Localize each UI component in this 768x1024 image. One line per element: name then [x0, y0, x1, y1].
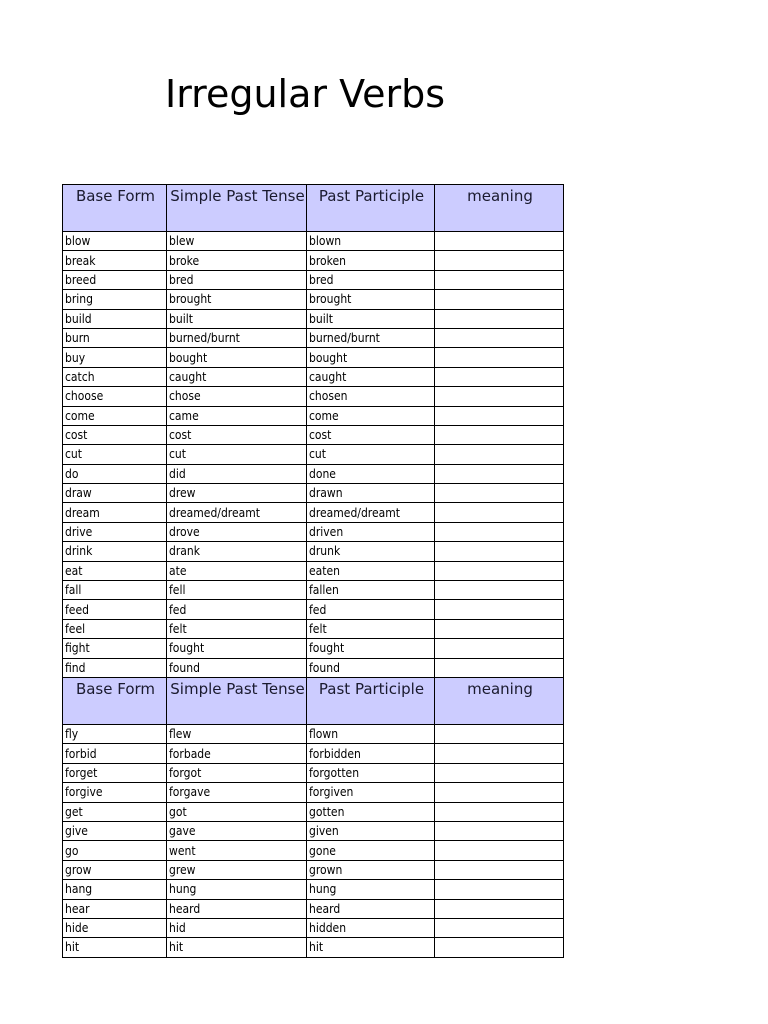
table-row [63, 658, 564, 677]
cell-simple-past: hit [167, 938, 307, 957]
cell-simple-past: drank [167, 542, 307, 561]
cell-base-form: choose [63, 387, 167, 406]
cell-base-form: cut [63, 445, 167, 464]
cell-meaning [435, 367, 564, 386]
table-row [63, 763, 564, 782]
cell-simple-past: gave [167, 821, 307, 840]
table-row [63, 938, 564, 957]
cell-simple-past: built [167, 309, 307, 328]
cell-meaning [435, 503, 564, 522]
cell-past-participle: built [307, 309, 435, 328]
table-row [63, 899, 564, 918]
cell-simple-past: blew [167, 232, 307, 251]
cell-base-form: draw [63, 484, 167, 503]
cell-past-participle: bred [307, 270, 435, 289]
cell-simple-past: fell [167, 581, 307, 600]
cell-past-participle: cost [307, 425, 435, 444]
cell-past-participle: brought [307, 290, 435, 309]
cell-past-participle: driven [307, 522, 435, 541]
cell-past-participle: done [307, 464, 435, 483]
cell-meaning [435, 880, 564, 899]
cell-meaning [435, 619, 564, 638]
cell-past-participle: gotten [307, 802, 435, 821]
cell-base-form: blow [63, 232, 167, 251]
cell-base-form: drive [63, 522, 167, 541]
irregular-verbs-table [62, 184, 564, 958]
table-row [63, 841, 564, 860]
table-row [63, 783, 564, 802]
cell-base-form: give [63, 821, 167, 840]
cell-simple-past: hung [167, 880, 307, 899]
cell-simple-past: did [167, 464, 307, 483]
table-row [63, 290, 564, 309]
column-header-simple-past: Simple Past Tense [167, 677, 307, 724]
table-row [63, 600, 564, 619]
cell-meaning [435, 918, 564, 937]
cell-simple-past: brought [167, 290, 307, 309]
cell-past-participle: grown [307, 860, 435, 879]
cell-base-form: bring [63, 290, 167, 309]
cell-past-participle: eaten [307, 561, 435, 580]
cell-meaning [435, 783, 564, 802]
column-header-simple-past: Simple Past Tense [167, 185, 307, 232]
table-row [63, 367, 564, 386]
cell-past-participle: bought [307, 348, 435, 367]
cell-past-participle: fought [307, 639, 435, 658]
cell-simple-past: ate [167, 561, 307, 580]
cell-past-participle: felt [307, 619, 435, 638]
cell-simple-past: came [167, 406, 307, 425]
irregular-verbs-table-body [63, 185, 564, 958]
cell-past-participle: drunk [307, 542, 435, 561]
cell-simple-past: grew [167, 860, 307, 879]
cell-past-participle: blown [307, 232, 435, 251]
table-row [63, 232, 564, 251]
cell-simple-past: bought [167, 348, 307, 367]
cell-meaning [435, 744, 564, 763]
cell-base-form: go [63, 841, 167, 860]
cell-simple-past: chose [167, 387, 307, 406]
cell-meaning [435, 232, 564, 251]
cell-meaning [435, 899, 564, 918]
table-row [63, 270, 564, 289]
cell-meaning [435, 484, 564, 503]
cell-meaning [435, 445, 564, 464]
table-row [63, 522, 564, 541]
page-title: Irregular Verbs [165, 72, 446, 116]
cell-base-form: find [63, 658, 167, 677]
table-row [63, 445, 564, 464]
cell-meaning [435, 464, 564, 483]
cell-base-form: cost [63, 425, 167, 444]
cell-simple-past: forbade [167, 744, 307, 763]
cell-base-form: fly [63, 724, 167, 743]
cell-simple-past: felt [167, 619, 307, 638]
cell-base-form: grow [63, 860, 167, 879]
cell-past-participle: chosen [307, 387, 435, 406]
cell-past-participle: fed [307, 600, 435, 619]
table-row [63, 581, 564, 600]
table-row [63, 503, 564, 522]
column-header-meaning: meaning [435, 677, 564, 724]
cell-simple-past: broke [167, 251, 307, 270]
cell-base-form: forbid [63, 744, 167, 763]
cell-past-participle: forgotten [307, 763, 435, 782]
cell-simple-past: burned/burnt [167, 328, 307, 347]
cell-past-participle: cut [307, 445, 435, 464]
cell-base-form: hang [63, 880, 167, 899]
cell-meaning [435, 724, 564, 743]
cell-simple-past: bred [167, 270, 307, 289]
cell-meaning [435, 600, 564, 619]
table-row [63, 348, 564, 367]
table-row [63, 802, 564, 821]
cell-simple-past: found [167, 658, 307, 677]
cell-past-participle: caught [307, 367, 435, 386]
cell-base-form: catch [63, 367, 167, 386]
cell-base-form: build [63, 309, 167, 328]
table-row [63, 425, 564, 444]
cell-meaning [435, 387, 564, 406]
cell-meaning [435, 309, 564, 328]
cell-past-participle: burned/burnt [307, 328, 435, 347]
cell-past-participle: heard [307, 899, 435, 918]
cell-past-participle: flown [307, 724, 435, 743]
cell-base-form: forgive [63, 783, 167, 802]
cell-simple-past: heard [167, 899, 307, 918]
cell-simple-past: flew [167, 724, 307, 743]
table-row [63, 309, 564, 328]
cell-meaning [435, 763, 564, 782]
cell-base-form: eat [63, 561, 167, 580]
cell-base-form: do [63, 464, 167, 483]
cell-past-participle: hidden [307, 918, 435, 937]
cell-base-form: feed [63, 600, 167, 619]
cell-meaning [435, 841, 564, 860]
cell-meaning [435, 860, 564, 879]
table-row [63, 918, 564, 937]
column-header-past-participle: Past Participle [307, 677, 435, 724]
column-header-base-form: Base Form [63, 185, 167, 232]
table-header-row [63, 185, 564, 232]
cell-past-participle: forgiven [307, 783, 435, 802]
cell-simple-past: drew [167, 484, 307, 503]
table-row [63, 251, 564, 270]
table-row [63, 561, 564, 580]
cell-base-form: hide [63, 918, 167, 937]
cell-simple-past: got [167, 802, 307, 821]
cell-base-form: get [63, 802, 167, 821]
column-header-meaning: meaning [435, 185, 564, 232]
table-row [63, 328, 564, 347]
table-row [63, 542, 564, 561]
cell-meaning [435, 821, 564, 840]
cell-meaning [435, 658, 564, 677]
cell-base-form: drink [63, 542, 167, 561]
table-row [63, 744, 564, 763]
table-header-row [63, 677, 564, 724]
cell-meaning [435, 270, 564, 289]
cell-base-form: forget [63, 763, 167, 782]
cell-base-form: breed [63, 270, 167, 289]
table-row [63, 821, 564, 840]
cell-base-form: hit [63, 938, 167, 957]
cell-past-participle: hung [307, 880, 435, 899]
cell-base-form: buy [63, 348, 167, 367]
cell-past-participle: fallen [307, 581, 435, 600]
table-row [63, 387, 564, 406]
table-row [63, 484, 564, 503]
cell-base-form: break [63, 251, 167, 270]
cell-simple-past: forgave [167, 783, 307, 802]
cell-meaning [435, 328, 564, 347]
cell-simple-past: hid [167, 918, 307, 937]
table-row [63, 724, 564, 743]
cell-meaning [435, 802, 564, 821]
cell-meaning [435, 561, 564, 580]
cell-simple-past: cut [167, 445, 307, 464]
cell-meaning [435, 290, 564, 309]
table-row [63, 639, 564, 658]
cell-simple-past: fed [167, 600, 307, 619]
cell-past-participle: come [307, 406, 435, 425]
column-header-past-participle: Past Participle [307, 185, 435, 232]
cell-past-participle: drawn [307, 484, 435, 503]
cell-meaning [435, 581, 564, 600]
cell-base-form: fight [63, 639, 167, 658]
cell-simple-past: fought [167, 639, 307, 658]
cell-meaning [435, 542, 564, 561]
column-header-base-form: Base Form [63, 677, 167, 724]
cell-simple-past: went [167, 841, 307, 860]
cell-simple-past: cost [167, 425, 307, 444]
cell-simple-past: drove [167, 522, 307, 541]
cell-meaning [435, 406, 564, 425]
table-row [63, 860, 564, 879]
cell-base-form: burn [63, 328, 167, 347]
cell-past-participle: dreamed/dreamt [307, 503, 435, 522]
table-row [63, 880, 564, 899]
cell-meaning [435, 639, 564, 658]
cell-meaning [435, 251, 564, 270]
table-row [63, 464, 564, 483]
table-row [63, 406, 564, 425]
cell-past-participle: broken [307, 251, 435, 270]
cell-simple-past: dreamed/dreamt [167, 503, 307, 522]
cell-past-participle: hit [307, 938, 435, 957]
cell-simple-past: caught [167, 367, 307, 386]
cell-base-form: fall [63, 581, 167, 600]
cell-base-form: come [63, 406, 167, 425]
cell-base-form: hear [63, 899, 167, 918]
cell-simple-past: forgot [167, 763, 307, 782]
cell-base-form: feel [63, 619, 167, 638]
cell-base-form: dream [63, 503, 167, 522]
cell-meaning [435, 938, 564, 957]
cell-past-participle: given [307, 821, 435, 840]
cell-past-participle: gone [307, 841, 435, 860]
table-row [63, 619, 564, 638]
cell-past-participle: forbidden [307, 744, 435, 763]
cell-past-participle: found [307, 658, 435, 677]
cell-meaning [435, 348, 564, 367]
cell-meaning [435, 522, 564, 541]
cell-meaning [435, 425, 564, 444]
